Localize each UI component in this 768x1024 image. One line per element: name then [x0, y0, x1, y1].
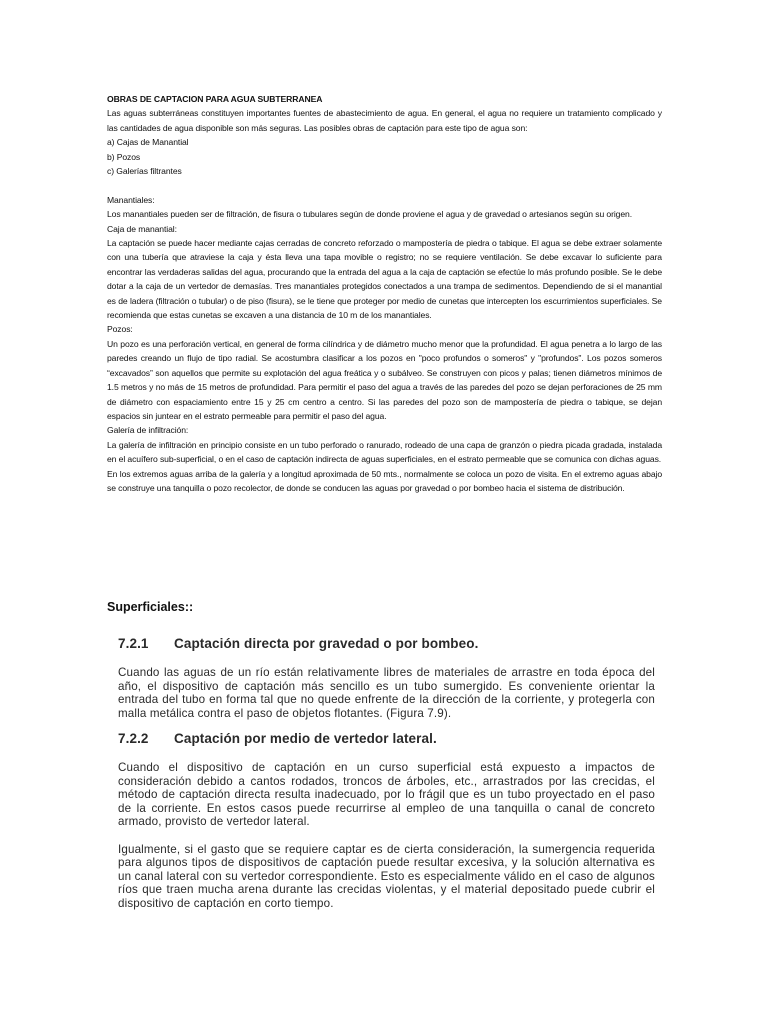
section-title: Captación directa por gravedad o por bombeo.: [174, 636, 479, 651]
caja-paragraph: La captación se puede hacer mediante cajas cerradas de concreto reforzado o mampostería de piedra o tabique. El agua se debe extraer solamente con una tubería que atraviese la caja y ésta lleva una tapa movible o registro; no se requiere ventilación. Se debe excavar lo suficiente para encontrar las verdaderas salidas del agua, procurando que la entrada del agua a la caja de captación se efectúe lo más profundo posible. Se le debe dotar a la caja de un vertedor de demasías. Tres manantiales protegidos conectados a una trampa de sedimentos. Dependiendo de si el manantial es de ladera (filtración o tubular) o de piso (fisura), se le tiene que proteger por medio de cunetas que intercepten los escurrimientos superficiales. Se recomienda que estas cunetas se excaven a una distancia de 10 m de los manantiales.: [107, 238, 662, 321]
superficiales-label: Superficiales::: [107, 600, 194, 614]
option-item: c) Galerías filtrantes: [107, 166, 182, 177]
document-title: OBRAS DE CAPTACION PARA AGUA SUBTERRANEA: [107, 94, 323, 104]
groundwater-section: [107, 92, 662, 495]
galeria-paragraph-2: En los extremos aguas arriba de la galería y a longitud aproximada de 50 mts., normalmente se coloca un pozo de visita. En el extremo aguas abajo se construye una tanquilla o pozo recolector, de donde se conducen las aguas por gravedad o por bombeo hacia el sistema de distribución.: [107, 468, 662, 493]
section-paragraph: Cuando las aguas de un río están relativamente libres de materiales de arrastre en toda época del año, el dispositivo de captación más sencillo es un tubo sumergido. Es conveniente orientar la entrada del tubo en forma tal que no quede enfrente de la dirección de la corriente, y protegerla con malla metálica contra el paso de objetos flotantes. (Figura 7.9).: [118, 666, 655, 720]
section-number: 7.2.1: [118, 636, 149, 651]
section-heading-7-2-2: [118, 731, 655, 747]
intro-paragraph: Las aguas subterráneas constituyen importantes fuentes de abastecimiento de agua. En general, el agua no requiere un tratamiento complicado y las cantidades de agua disponible son más seguras. Las posibles obras de captación para este tipo de agua son:: [107, 108, 662, 133]
galeria-heading: Galería de infiltración:: [107, 425, 189, 436]
pozos-heading: Pozos:: [107, 324, 133, 335]
option-item: a) Cajas de Manantial: [107, 137, 189, 148]
option-item: b) Pozos: [107, 151, 141, 162]
manantiales-paragraph: Los manantiales pueden ser de filtración, de fisura o tubulares según de donde proviene el agua y de gravedad o artesianos según su origen.: [107, 209, 633, 220]
pozos-paragraph: Un pozo es una perforación vertical, en general de forma cilíndrica y de diámetro mucho menor que la profundidad. El agua penetra a lo largo de las paredes creando un flujo de tipo radial. Se acostumbra clasificar a los pozos en "poco profundos o someros" y "profundos". Los pozos someros “excavados” son aquellos que permite su explotación del agua freática y o subálveo. Se construyen con picos y palas; tienen diámetros mínimos de 1.5 metros y no más de 15 metros de profundidad. Para permitir el paso del agua a través de las paredes del pozo se dejan perforaciones de 25 mm de diámetro con espaciamiento entre 15 y 25 cm centro a centro. Si las paredes del pozo son de mampostería de piedra o tabique, se dejan espacios sin juntear en el estrato permeable para permitir el paso del agua.: [107, 338, 662, 421]
section-heading-7-2-1: [118, 636, 655, 652]
section-number: 7.2.2: [118, 731, 149, 746]
textbook-excerpt: [118, 636, 655, 910]
section-paragraph: Cuando el dispositivo de captación en un curso superficial está expuesto a impactos de consideración debido a cantos rodados, troncos de árboles, etc., arrastrados por las crecidas, el método de captación directa resulta inadecuado, por lo frágil que es un tubo proyectado en el paso de la corriente. En estos casos puede recurrirse al empleo de una tanquilla o canal de concreto armado, provisto de vertedor lateral.: [118, 761, 655, 828]
manantiales-heading: Manantiales:: [107, 194, 155, 205]
spacer: [107, 178, 662, 192]
section-title: Captación por medio de vertedor lateral.: [174, 731, 437, 746]
section-paragraph-2: Igualmente, si el gasto que se requiere captar es de cierta consideración, la sumergencia requerida para algunos tipos de dispositivos de captación puede resultar excesiva, y la solución alternativa es un canal lateral con su vertedor correspondiente. Esto es especialmente válido en el caso de algunos ríos que traen mucha arena durante las crecidas violentas, y el material depositado puede cubrir el dispositivo de captación en corto tiempo.: [118, 842, 655, 910]
galeria-paragraph: La galería de infiltración en principio consiste en un tubo perforado o ranurado, rodeado de una capa de granzón o piedra picada gradada, instalada en el acuífero sub-superficial, o en el caso de captación indirecta de aguas superficiales, en el estrato permeable que se comunica con dichas aguas.: [107, 439, 662, 465]
caja-heading: Caja de manantial:: [107, 223, 177, 234]
